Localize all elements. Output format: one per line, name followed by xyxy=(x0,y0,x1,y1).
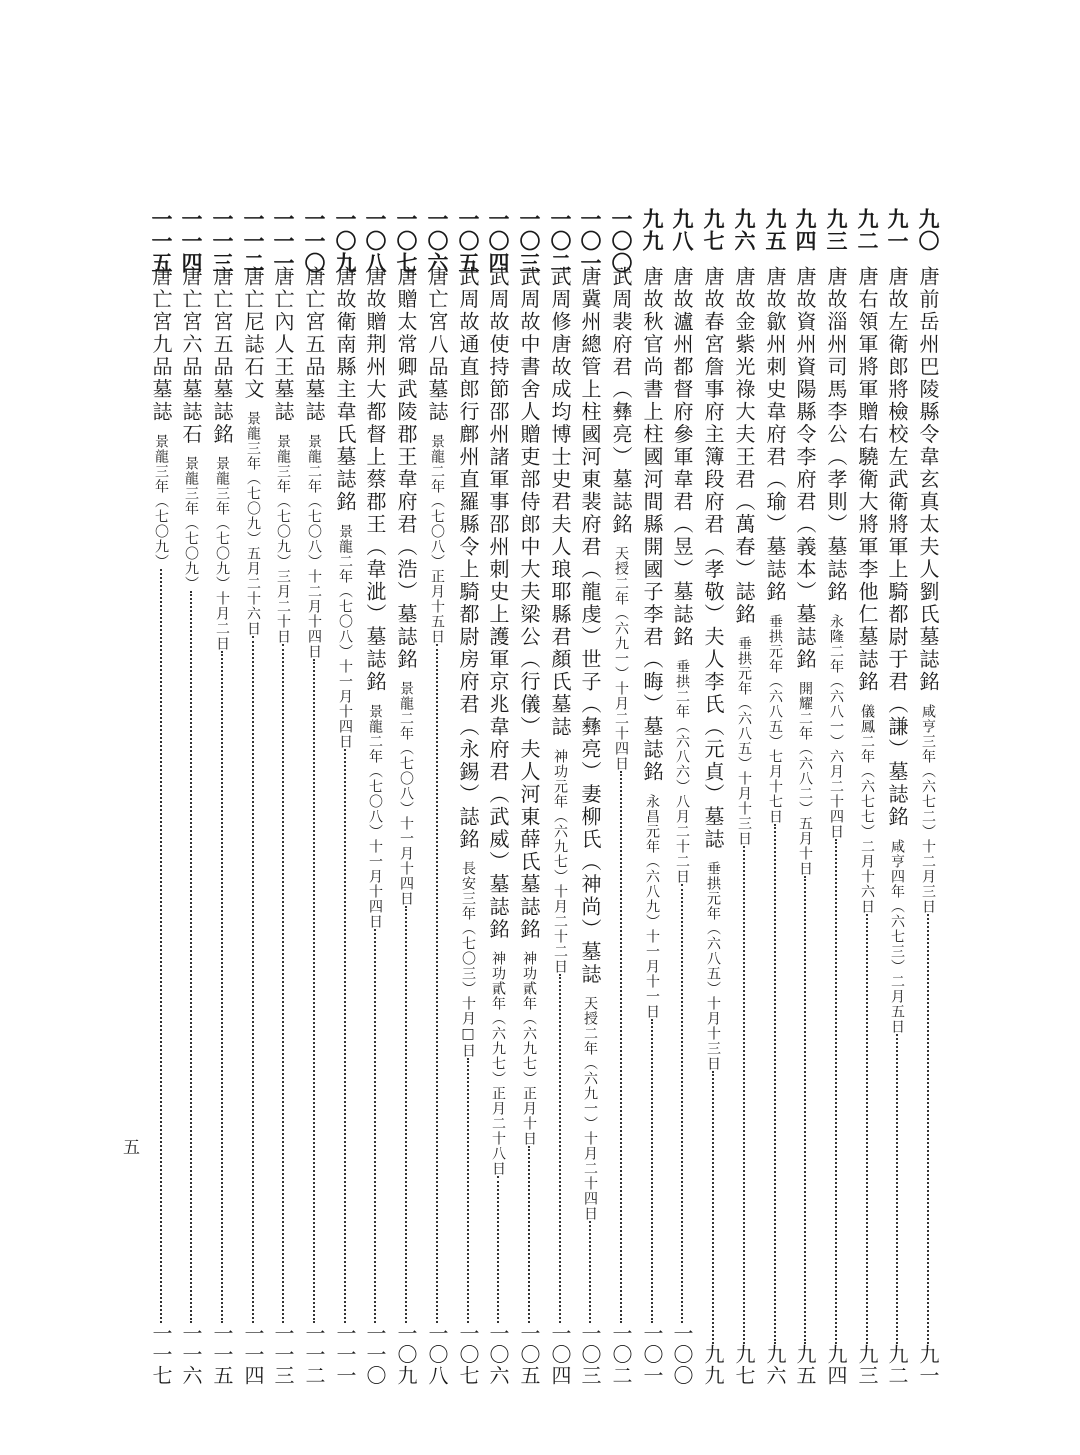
entry-body xyxy=(423,266,451,1386)
dot-leader xyxy=(589,1221,591,1323)
entry-date: 景龍二年（七〇八）十一月十四日 xyxy=(367,703,383,929)
entry-date: 景龍三年（七〇九）十月二日 xyxy=(214,456,230,651)
dot-leader xyxy=(528,1146,530,1323)
entry-number: 一〇七 xyxy=(394,208,419,274)
entry-title: 唐贈太常卿武陵郡王韋府君（浩）墓誌銘 xyxy=(394,266,418,671)
entry-date: 神功貳年（六九七）正月二十八日 xyxy=(490,951,506,1176)
entry-body xyxy=(269,266,297,1386)
entry-page: 一〇八 xyxy=(425,1323,449,1386)
entry-body xyxy=(576,266,604,1386)
toc-entry[interactable] xyxy=(208,208,236,1408)
entry-number: 九六 xyxy=(732,208,757,252)
entry-date: 垂拱元年（六八五）十月十三日 xyxy=(736,636,752,846)
toc-entry[interactable] xyxy=(883,208,911,1408)
dot-leader xyxy=(467,1058,469,1323)
dot-leader xyxy=(866,914,868,1345)
toc-entry[interactable] xyxy=(914,208,942,1408)
entry-body xyxy=(177,266,205,1386)
toc-entry[interactable] xyxy=(699,208,727,1408)
entry-date: 垂拱元年（六八五）十月十三日 xyxy=(705,861,721,1071)
entry-date: 天授二年（六九一）十月二十四日 xyxy=(582,996,598,1221)
entry-number: 一一〇 xyxy=(302,208,327,274)
entry-page: 九四 xyxy=(824,1344,848,1386)
toc-entry[interactable] xyxy=(761,208,789,1408)
entry-page: 九六 xyxy=(763,1344,787,1386)
entry-number: 一〇〇 xyxy=(609,208,634,274)
entry-number: 一〇四 xyxy=(486,208,511,274)
entry-title: 唐故贈荆州大都督上蔡郡王（韋泚）墓誌銘 xyxy=(363,266,387,694)
entry-date: 咸亨三年（六七二）十二月三日 xyxy=(920,703,936,914)
dot-leader xyxy=(344,749,346,1324)
dot-leader xyxy=(620,771,622,1323)
entry-date: 咸亨四年（六七三）二月五日 xyxy=(889,838,905,1034)
entry-date: 景龍三年（七〇九） xyxy=(183,456,199,591)
entry-date: 儀鳳二年（六七七）二月十六日 xyxy=(859,703,875,914)
entry-page: 一一〇 xyxy=(363,1323,387,1386)
entry-page: 一〇七 xyxy=(456,1323,480,1386)
toc-entry[interactable] xyxy=(515,208,543,1408)
entry-page: 九三 xyxy=(855,1344,879,1386)
entry-body xyxy=(761,266,789,1386)
dot-leader xyxy=(221,651,223,1323)
entry-page: 一〇一 xyxy=(640,1323,664,1386)
toc-entry[interactable] xyxy=(177,208,205,1408)
toc-entry[interactable] xyxy=(239,208,267,1408)
entry-number: 九五 xyxy=(763,208,788,252)
entry-page: 一一五 xyxy=(210,1323,234,1386)
toc-entry[interactable] xyxy=(392,208,420,1408)
entry-title: 武周故中書舍人贈吏部侍郎中大夫梁公（行儀）夫人河東薛氏墓誌銘 xyxy=(517,266,541,941)
entry-date: 神功元年（六九七）十月二十二日 xyxy=(552,748,568,974)
entry-number: 九一 xyxy=(885,208,910,252)
entry-number: 九九 xyxy=(640,208,665,252)
toc-entry[interactable] xyxy=(607,208,635,1408)
entry-body xyxy=(914,266,942,1386)
dot-leader xyxy=(252,636,254,1323)
entry-body xyxy=(147,266,175,1386)
entry-number: 九二 xyxy=(855,208,880,252)
entry-number: 一〇一 xyxy=(578,208,603,274)
entry-page: 九九 xyxy=(701,1344,725,1386)
entry-title: 唐故瀘州都督府參軍韋君（昱）墓誌銘 xyxy=(670,266,694,649)
toc-entry[interactable] xyxy=(853,208,881,1408)
entry-number: 一〇九 xyxy=(333,208,358,274)
entry-date: 長安三年（七〇三）十月□日 xyxy=(460,861,476,1058)
entry-date: 開耀二年（六八二）五月十日 xyxy=(797,681,813,876)
toc-entry[interactable] xyxy=(454,208,482,1408)
toc-entry[interactable] xyxy=(300,208,328,1408)
entry-number: 一一二 xyxy=(241,208,266,274)
entry-body xyxy=(822,266,850,1386)
dot-leader xyxy=(835,839,837,1345)
toc-entry[interactable] xyxy=(822,208,850,1408)
entry-title: 武周故通直郎行鄜州直羅縣令上騎都尉房府君（永錫）誌銘 xyxy=(456,266,480,851)
entry-date: 神功貳年（六九七）正月十日 xyxy=(521,951,537,1146)
entry-date: 天授二年（六九一）十月二十四日 xyxy=(613,546,629,771)
dot-leader xyxy=(436,644,438,1324)
dot-leader xyxy=(927,914,929,1345)
dot-leader xyxy=(559,974,561,1324)
entry-body xyxy=(546,266,574,1386)
entry-number: 一一一 xyxy=(271,208,296,274)
toc-entry[interactable] xyxy=(638,208,666,1408)
entry-page: 一〇〇 xyxy=(670,1323,694,1386)
dot-leader xyxy=(313,659,315,1324)
entry-title: 武周故使持節邵州諸軍事邵州刺史上護軍京兆韋府君（武威）墓誌銘 xyxy=(486,266,510,941)
entry-date: 永隆二年（六八一）六月二十四日 xyxy=(828,613,844,839)
entry-body xyxy=(883,266,911,1386)
entry-page: 一一一 xyxy=(333,1323,357,1386)
toc-entry[interactable] xyxy=(269,208,297,1408)
entry-date: 景龍三年（七〇九）三月二十日 xyxy=(275,433,291,644)
toc-entry[interactable] xyxy=(546,208,574,1408)
entry-page: 一〇六 xyxy=(486,1323,510,1386)
entry-title: 唐亡宮五品墓誌 xyxy=(302,266,326,424)
toc-entry[interactable] xyxy=(668,208,696,1408)
entry-body xyxy=(668,266,696,1386)
entry-title: 唐故左衛郎將檢校左武衛將軍上騎都尉于君（謙）墓誌銘 xyxy=(885,266,909,829)
entry-body xyxy=(730,266,758,1386)
entry-page: 一一三 xyxy=(271,1323,295,1386)
entry-title: 唐故歙州刺史韋府君（瑜）墓誌銘 xyxy=(763,266,787,604)
entry-number: 九八 xyxy=(670,208,695,252)
entry-title: 唐故淄州司馬李公（孝則）墓誌銘 xyxy=(824,266,848,604)
entry-title: 唐前岳州巴陵縣令韋玄真太夫人劉氏墓誌銘 xyxy=(916,266,940,694)
dot-leader xyxy=(896,1034,898,1345)
entry-body xyxy=(392,266,420,1386)
entry-title: 唐亡宮九品墓誌 xyxy=(149,266,173,424)
dot-leader xyxy=(190,591,192,1323)
entry-page: 九二 xyxy=(885,1344,909,1386)
dot-leader xyxy=(405,906,407,1323)
toc-entry[interactable] xyxy=(331,208,359,1408)
dot-leader xyxy=(681,884,683,1324)
dot-leader xyxy=(160,569,162,1324)
dot-leader xyxy=(774,824,776,1345)
entry-date: 垂拱二年（六八六）八月二十二日 xyxy=(674,658,690,884)
entry-page: 一一七 xyxy=(149,1323,173,1386)
entry-page: 一〇五 xyxy=(517,1323,541,1386)
entry-title: 武周修唐故成均博士史君夫人琅耶縣君顏氏墓誌 xyxy=(548,266,572,739)
dot-leader xyxy=(712,1071,714,1344)
toc-entry[interactable] xyxy=(423,208,451,1408)
entry-title: 唐右領軍將軍贈右驍衛大將軍李他仁墓誌銘 xyxy=(855,266,879,694)
entry-title: 唐故資州資陽縣令李府君（義本）墓誌銘 xyxy=(793,266,817,671)
entry-number: 一〇六 xyxy=(425,208,450,274)
entry-body xyxy=(607,266,635,1386)
entry-number: 一〇八 xyxy=(363,208,388,274)
entry-title: 唐故衛南縣主韋氏墓誌銘 xyxy=(333,266,357,514)
entry-date: 景龍二年（七〇八）正月十五日 xyxy=(429,433,445,644)
dot-leader xyxy=(651,1019,653,1324)
entry-body xyxy=(300,266,328,1386)
entry-body xyxy=(361,266,389,1386)
entry-page: 一〇四 xyxy=(548,1323,572,1386)
entry-number: 一〇二 xyxy=(548,208,573,274)
entry-title: 唐亡宮五品墓誌銘 xyxy=(210,266,234,446)
entry-page: 一一二 xyxy=(302,1323,326,1386)
entry-body xyxy=(699,266,727,1386)
entry-body xyxy=(239,266,267,1386)
entry-number: 九七 xyxy=(701,208,726,252)
entry-page: 九一 xyxy=(916,1344,940,1386)
entry-date: 景龍二年（七〇八）十一月十四日 xyxy=(337,523,353,749)
entry-page: 一〇二 xyxy=(609,1323,633,1386)
entry-number: 一〇五 xyxy=(456,208,481,274)
entry-number: 一一四 xyxy=(179,208,204,274)
toc-entry[interactable] xyxy=(730,208,758,1408)
entry-title: 唐亡內人王墓誌 xyxy=(271,266,295,424)
entry-date: 垂拱元年（六八五）七月十七日 xyxy=(767,613,783,824)
dot-leader xyxy=(743,846,745,1344)
entry-date: 景龍二年（七〇八）十一月十四日 xyxy=(398,681,414,906)
entry-body xyxy=(853,266,881,1386)
entry-number: 一〇三 xyxy=(517,208,542,274)
entry-title: 唐亡宮六品墓誌石 xyxy=(179,266,203,446)
entry-date: 景龍三年（七〇九） xyxy=(153,433,169,569)
entry-title: 唐故秋官尚書上柱國河間縣開國子李君（晦）墓誌銘 xyxy=(640,266,664,784)
toc-entry[interactable] xyxy=(576,208,604,1408)
page-number: 五 xyxy=(119,1138,139,1155)
dot-leader xyxy=(374,929,376,1324)
entry-date: 景龍二年（七〇八）十二月十四日 xyxy=(306,433,322,659)
toc-entry[interactable] xyxy=(361,208,389,1408)
entry-date: 景龍三年（七〇九）五月二十六日 xyxy=(245,411,261,636)
dot-leader xyxy=(497,1176,499,1323)
toc-entry[interactable] xyxy=(147,208,175,1408)
entry-number: 九三 xyxy=(824,208,849,252)
entry-page: 一一六 xyxy=(179,1323,203,1386)
toc-entry[interactable] xyxy=(484,208,512,1408)
toc-entry[interactable] xyxy=(791,208,819,1408)
entry-body xyxy=(331,266,359,1386)
entry-title: 唐冀州總管上柱國河東裴府君（龍虔）世子（彝亮）妻柳氏（神尚）墓誌 xyxy=(578,266,602,986)
entry-number: 一一三 xyxy=(210,208,235,274)
entry-date: 永昌元年（六八九）十一月十一日 xyxy=(644,793,660,1019)
entry-body xyxy=(791,266,819,1386)
dot-leader xyxy=(282,644,284,1324)
entry-body xyxy=(484,266,512,1386)
entry-body xyxy=(638,266,666,1386)
entry-number: 九〇 xyxy=(916,208,941,252)
entry-title: 唐亡尼誌石文 xyxy=(241,266,265,401)
entry-page: 一〇三 xyxy=(578,1323,602,1386)
entry-body xyxy=(515,266,543,1386)
entry-title: 唐故金紫光祿大夫王君（萬春）誌銘 xyxy=(732,266,756,626)
entry-title: 唐故春宮詹事府主簿段府君（孝敬）夫人李氏（元貞）墓誌 xyxy=(701,266,725,851)
entry-page: 九七 xyxy=(732,1344,756,1386)
entry-body xyxy=(454,266,482,1386)
entry-number: 一一五 xyxy=(149,208,174,274)
entry-number: 九四 xyxy=(793,208,818,252)
entry-page: 一〇九 xyxy=(394,1323,418,1386)
entry-page: 九五 xyxy=(793,1344,817,1386)
entry-page: 一一四 xyxy=(241,1323,265,1386)
dot-leader xyxy=(804,876,806,1344)
entry-body xyxy=(208,266,236,1386)
entry-title: 唐亡宮八品墓誌 xyxy=(425,266,449,424)
entry-title: 武周裴府君（彝亮）墓誌銘 xyxy=(609,266,633,536)
